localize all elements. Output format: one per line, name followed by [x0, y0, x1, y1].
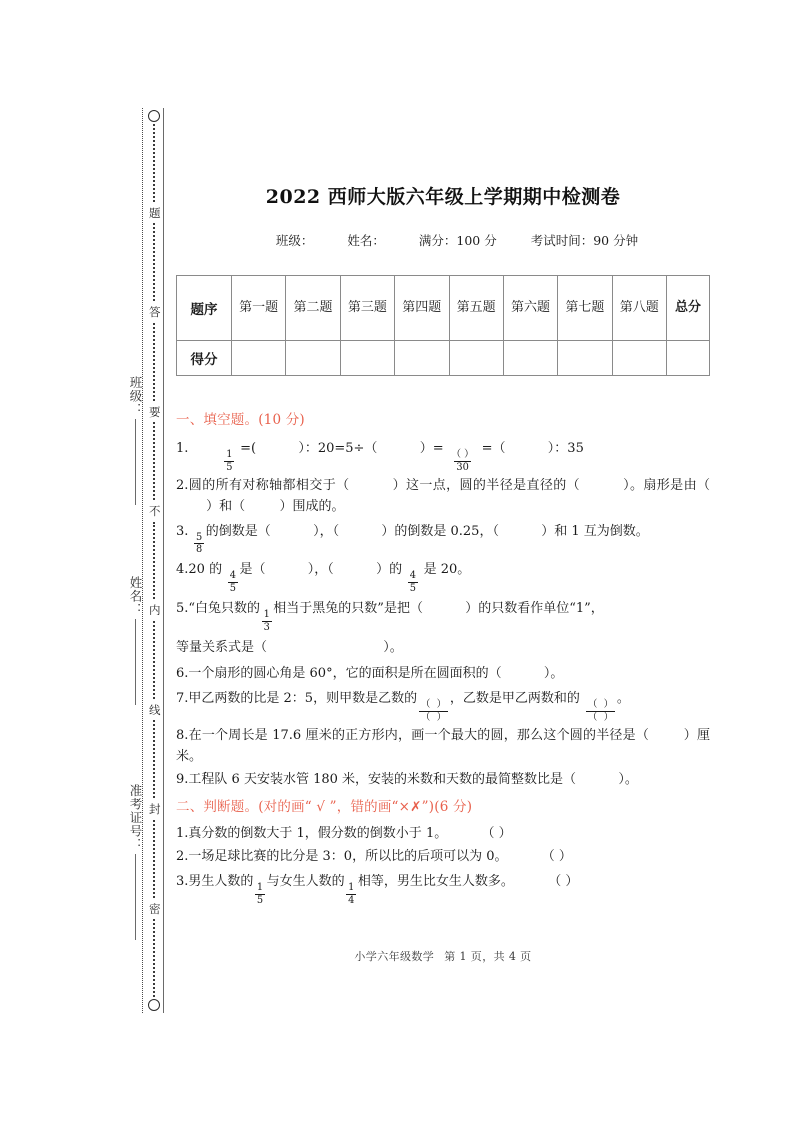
question-text: 是（: [239, 562, 266, 578]
header-field-duration: 考试时间：90 分钟: [530, 233, 639, 248]
fraction-four-fifths-b: [408, 571, 418, 594]
question-number: 9.: [176, 771, 189, 787]
fraction-one-third: [262, 610, 272, 633]
seal-dots: [153, 820, 155, 898]
question-text: ）。: [383, 639, 403, 655]
question-2-2: [176, 846, 710, 867]
question-text: 20 的: [188, 562, 223, 578]
fraction-numerator: 1: [226, 448, 233, 460]
seal-dots: [153, 422, 155, 500]
question-text: ），（: [307, 562, 334, 578]
fraction-one-fifth-b: [255, 883, 265, 906]
question-text: ）围成的。: [279, 498, 345, 514]
exam-header-fields: [176, 231, 710, 249]
seal-dots: [153, 621, 155, 699]
question-text: ）：20=5÷（: [298, 440, 378, 456]
question-number: 2.: [176, 477, 189, 493]
question-1-7: [176, 686, 710, 723]
question-text: ），（: [313, 523, 340, 539]
question-text: 。: [616, 691, 630, 707]
seal-char-7: 密: [148, 900, 160, 918]
question-text: 相等，男生比女生人数多。: [357, 873, 514, 889]
answer-bracket[interactable]: （ ）: [541, 848, 572, 864]
fraction-one-fifth: [224, 450, 234, 473]
question-number: 4.: [176, 562, 189, 578]
seal-dots: [153, 223, 155, 301]
question-text: 男生人数的: [188, 873, 254, 889]
seal-dots: [153, 323, 155, 401]
score-table-col-q5: 第五题: [449, 276, 503, 341]
score-cell-q2[interactable]: [286, 341, 340, 376]
question-text: ）和（: [206, 498, 246, 514]
score-cell-total[interactable]: [667, 341, 710, 376]
name-field-label: 姓名：: [128, 576, 143, 617]
question-1-9: [176, 769, 710, 790]
question-number: 6.: [176, 666, 189, 682]
question-text: =（: [481, 440, 506, 456]
fraction-numerator: 1: [263, 608, 270, 620]
fraction-denominator: 5: [256, 894, 264, 906]
page-title: 2022 西师大版六年级上学期期中检测卷: [265, 186, 621, 208]
seal-dots: [153, 919, 155, 997]
seal-line-dotted-border: [142, 108, 143, 1013]
score-table-row-header-score: 得分: [177, 341, 232, 376]
fraction-numerator[interactable]: （ ）: [587, 699, 614, 711]
footer-subject: 小学六年级数学: [354, 950, 435, 963]
score-table-col-q4: 第四题: [395, 276, 449, 341]
question-text: 与女生人数的: [266, 873, 345, 889]
score-table-col-q3: 第三题: [340, 276, 394, 341]
question-text: ）=: [419, 440, 444, 456]
score-table-col-total: 总分: [667, 276, 710, 341]
question-number: 5.: [176, 600, 189, 616]
question-text: 工程队 6 天安装水管 180 米，安装的米数和天数的最简整数比是（: [188, 771, 577, 787]
fraction-numerator: 1: [256, 881, 264, 893]
question-text: “白兔只数的: [188, 600, 261, 616]
seal-char-0: 题: [148, 204, 160, 222]
question-text: 在一个周长是 17.6 厘米的正方形内，画一个最大的圆，那么这个圆的半径是（: [188, 727, 650, 743]
seal-line-characters: [144, 108, 164, 1013]
section-heading-true-false: 二、判断题。(对的画“ √ ”，错的画“×✗”)(6 分): [176, 798, 473, 815]
exam-number-field-label: 准考证号：: [128, 784, 143, 852]
answer-bracket[interactable]: （ ）: [548, 873, 579, 889]
seal-dots: [153, 522, 155, 600]
fraction-numerator: 4: [409, 570, 416, 582]
question-text: ）。: [618, 771, 638, 787]
question-2-3: [176, 869, 710, 906]
question-1-5: [176, 596, 710, 633]
question-text: ）。扇形是由（: [623, 477, 710, 493]
question-text: ）这一点，圆的半径是直径的（: [392, 477, 581, 493]
header-field-name: 姓名：: [347, 233, 385, 248]
class-field-rule: [135, 419, 136, 505]
score-table-col-q2: 第二题: [286, 276, 340, 341]
table-row-scores: [177, 341, 710, 376]
fraction-denominator: 30: [456, 461, 469, 473]
exam-content: [176, 410, 710, 906]
question-1-3: [176, 519, 710, 556]
seal-dots: [153, 124, 155, 202]
seal-char-6: 封: [148, 800, 160, 818]
fraction-denominator[interactable]: （ ）: [420, 712, 447, 724]
question-text: 是 20。: [423, 562, 471, 578]
question-1-5-continued: [176, 635, 710, 662]
fraction-numerator[interactable]: （ ）: [451, 448, 474, 460]
question-1-6: [176, 663, 710, 684]
class-field-label: 班级：: [128, 376, 143, 417]
seal-ring-bottom-icon: [148, 999, 160, 1011]
seal-char-3: 不: [148, 502, 160, 520]
question-1-8: [176, 725, 710, 767]
header-field-full-score: 满分：100 分: [418, 233, 497, 248]
question-number: 1.: [176, 440, 189, 456]
question-number: 8.: [176, 727, 189, 743]
question-text: 甲乙两数的比是 2：5，则甲数是乙数的: [188, 691, 418, 707]
score-cell-q5[interactable]: [449, 341, 503, 376]
exam-number-field-rule: [135, 854, 136, 940]
question-number: 3.: [176, 873, 189, 889]
question-text: ）的: [376, 562, 403, 578]
question-2-1: [176, 823, 710, 844]
question-number: 2.: [176, 848, 189, 864]
question-number: 3.: [176, 523, 189, 539]
question-text: 一个扇形的圆心角是 60°，它的面积是所在圆面积的（: [188, 666, 502, 682]
table-row-question-order: [177, 276, 710, 341]
question-text: ）的只数看作单位“1”，: [465, 600, 604, 616]
exam-paper: [176, 110, 710, 907]
footer-page-info: 第 1 页，共 4 页: [444, 950, 532, 963]
question-number: 7.: [176, 691, 189, 707]
question-1-2: [176, 475, 710, 517]
score-table-col-q6: 第六题: [503, 276, 557, 341]
score-table-col-q8: 第八题: [612, 276, 666, 341]
seal-char-2: 要: [148, 403, 160, 421]
name-field-rule: [135, 619, 136, 705]
question-text: 的倒数是（: [205, 523, 271, 539]
section-heading-fill-in-blank: 一、填空题。(10 分): [176, 412, 305, 428]
score-cell-q7[interactable]: [558, 341, 612, 376]
question-text: =(: [240, 440, 257, 456]
fraction-blank-b[interactable]: [586, 700, 616, 723]
question-text: ）。: [543, 666, 564, 682]
question-text: 真分数的倒数大于 1，假分数的倒数小于 1。: [188, 825, 448, 841]
question-text: ）厘米。: [176, 727, 710, 764]
seal-char-1: 答: [148, 303, 160, 321]
name-field[interactable]: [104, 576, 144, 705]
score-cell-q1[interactable]: [232, 341, 286, 376]
question-text: 等量关系式是（: [176, 639, 268, 655]
fraction-denominator: 4: [348, 894, 355, 906]
answer-bracket[interactable]: （ ）: [481, 825, 512, 841]
seal-char-5: 线: [148, 701, 160, 719]
score-table-col-q7: 第七题: [558, 276, 612, 341]
fraction-denominator: 8: [196, 544, 203, 556]
fraction-denominator: 3: [263, 621, 270, 633]
exam-number-field[interactable]: [104, 784, 144, 940]
score-cell-q8[interactable]: [612, 341, 666, 376]
question-text: ，乙数是甲乙两数和的: [449, 691, 580, 707]
page-footer: [176, 948, 710, 964]
question-text: ）和 1 互为倒数。: [541, 523, 649, 539]
fraction-denominator: 5: [409, 583, 416, 595]
seal-dots: [153, 720, 155, 798]
seal-char-4: 内: [148, 601, 160, 619]
fraction-denominator: 5: [226, 461, 233, 473]
question-text: 一场足球比赛的比分是 3：0，所以比的后项可以为 0。: [188, 848, 508, 864]
fraction-four-fifths-a: [228, 571, 238, 594]
seal-line: [142, 108, 166, 1013]
fraction-numerator[interactable]: （ ）: [420, 699, 447, 711]
header-field-class: 班级：: [275, 233, 314, 248]
seal-ring-top-icon: [148, 110, 160, 122]
fraction-denominator: 5: [229, 583, 236, 595]
score-cell-q3[interactable]: [340, 341, 394, 376]
score-table-col-q1: 第一题: [232, 276, 286, 341]
fraction-numerator: 5: [196, 531, 203, 543]
score-table: [176, 275, 710, 376]
fraction-denominator[interactable]: （ ）: [587, 712, 614, 724]
question-text: 相当于黑兔的只数”是把（: [273, 600, 423, 616]
fraction-numerator: 1: [348, 881, 355, 893]
question-text: 圆的所有对称轴都相交于（: [188, 477, 350, 493]
score-cell-q4[interactable]: [395, 341, 449, 376]
fraction-one-quarter: [346, 883, 356, 906]
score-cell-q6[interactable]: [503, 341, 557, 376]
question-text: ）：35: [547, 440, 584, 456]
fraction-blank-a[interactable]: [419, 700, 449, 723]
question-1-4: [176, 557, 710, 594]
question-number: 1.: [176, 825, 189, 841]
score-table-row-header-order: 题序: [177, 276, 232, 341]
fraction-numerator: 4: [229, 570, 236, 582]
question-text: ）的倒数是 0.25，（: [381, 523, 499, 539]
class-field[interactable]: [104, 376, 144, 505]
question-1-1: [176, 436, 710, 473]
student-info-column: [104, 108, 144, 1008]
fraction-blank-over-30: [449, 450, 476, 473]
fraction-five-eighths: [194, 533, 204, 556]
